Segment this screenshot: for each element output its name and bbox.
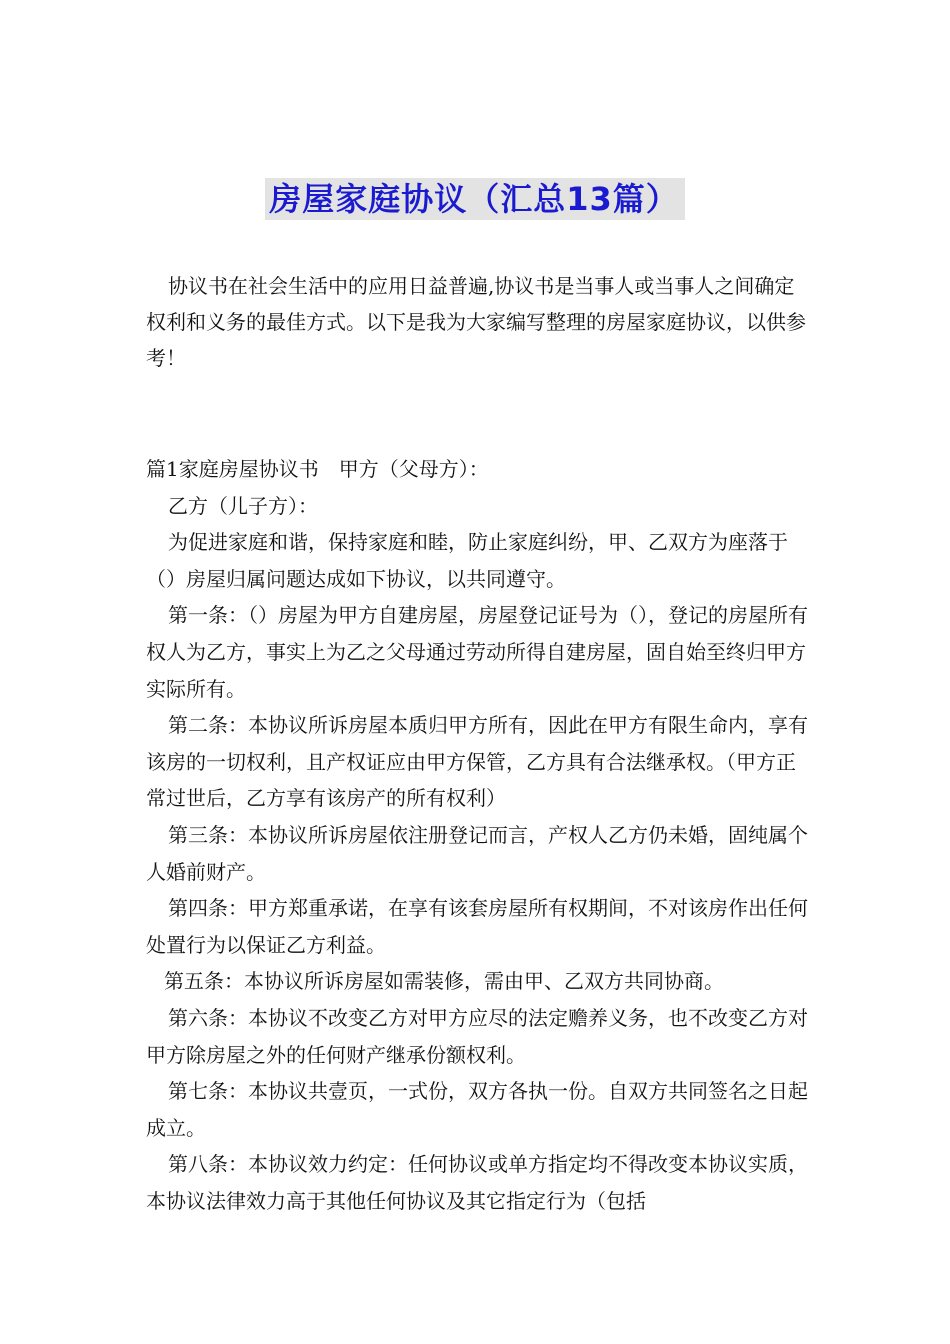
article-2: 第二条：本协议所诉房屋本质归甲方所有，因此在甲方有限生命内，享有该房的一切权利，且产权证应由甲方保管，乙方具有合法继承权。（甲方正常过世后，乙方享有该房产的所有权利） bbox=[146, 713, 808, 811]
article-3: 第三条：本协议所诉房屋依注册登记而言，产权人乙方仍未婚，固纯属个人婚前财产。 bbox=[146, 822, 808, 884]
preamble-paragraph: 为促进家庭和谐，保持家庭和睦，防止家庭纠纷，甲、乙双方为座落于（）房屋归属问题达成如下协议，以共同遵守。 bbox=[146, 530, 788, 591]
party-b-line: 乙方（儿子方）： bbox=[168, 493, 318, 518]
article-4: 第四条：甲方郑重承诺，在享有该套房屋所有权期间，不对该房作出任何处置行为以保证乙方利益。 bbox=[146, 896, 808, 957]
article-5: 第五条：本协议所诉房屋如需装修，需由甲、乙双方共同协商。 bbox=[164, 969, 724, 994]
agreement-body bbox=[146, 451, 810, 1219]
document-title: 房屋家庭协议（汇总13篇） bbox=[265, 178, 685, 220]
title-container bbox=[0, 178, 950, 220]
article-8: 第八条：本协议效力约定：任何协议或单方指定均不得改变本协议实质，本协议法律效力高于其他任何协议及其它指定行为（包括 bbox=[146, 1152, 808, 1213]
article-7: 第七条：本协议共壹页，一式份，双方各执一份。自双方共同签名之日起成立。 bbox=[146, 1079, 808, 1140]
article-1: 第一条：（）房屋为甲方自建房屋，房屋登记证号为（），登记的房屋所有权人为乙方，事实上为乙之父母通过劳动所得自建房屋，固自始至终归甲方实际所有。 bbox=[146, 603, 808, 701]
intro-block bbox=[146, 268, 806, 376]
article-6: 第六条：本协议不改变乙方对甲方应尽的法定赡养义务，也不改变乙方对甲方除房屋之外的任何财产继承份额权利。 bbox=[146, 1005, 808, 1067]
section-heading: 篇1家庭房屋协议书 甲方（父母方）： bbox=[146, 457, 489, 481]
intro-paragraph: 协议书在社会生活中的应用日益普遍,协议书是当事人或当事人之间确定权利和义务的最佳方式。以下是我为大家编写整理的房屋家庭协议，以供参考！ bbox=[146, 274, 806, 370]
